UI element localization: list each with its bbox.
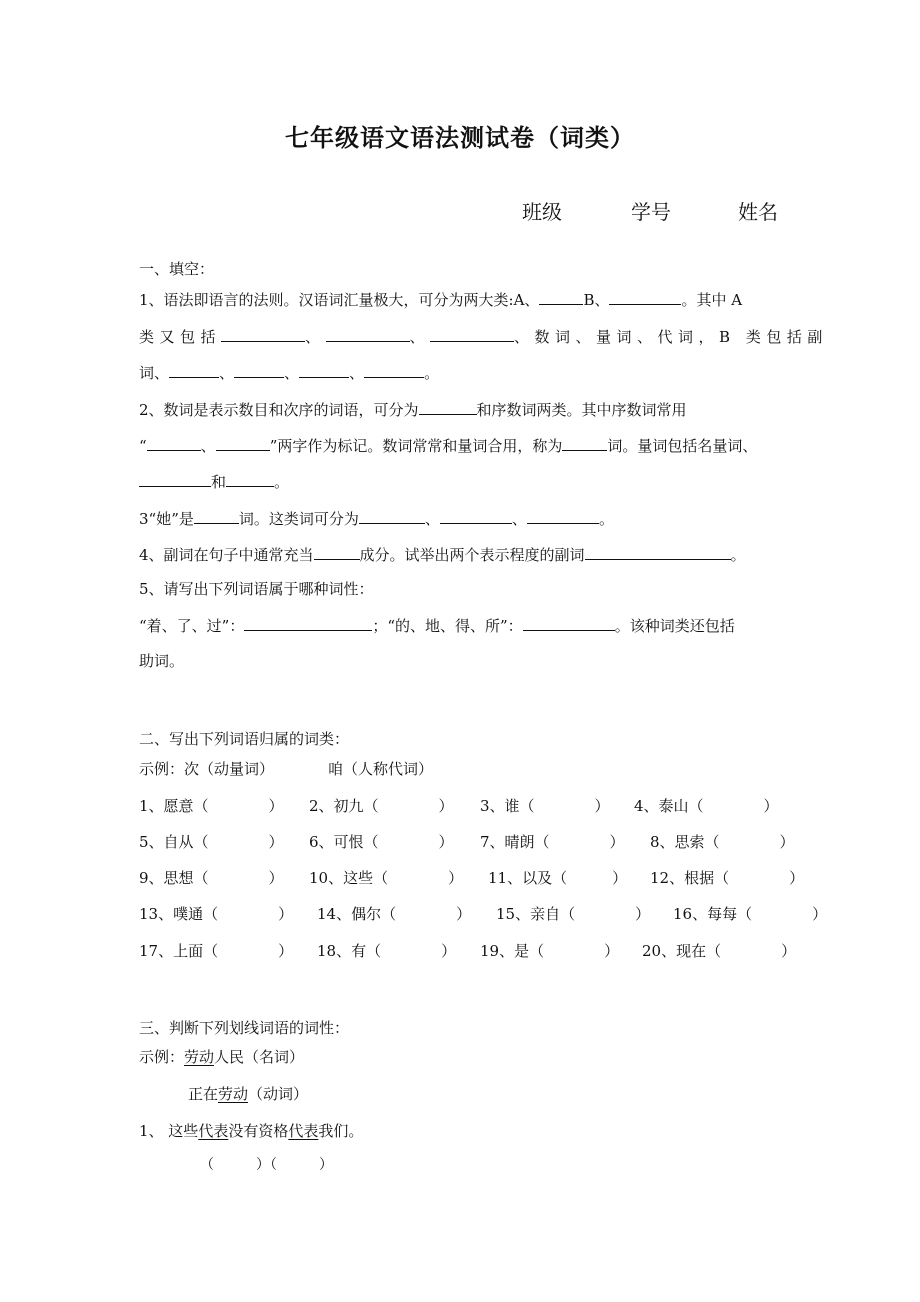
blank xyxy=(326,326,410,342)
blank xyxy=(216,435,270,451)
text: “ xyxy=(139,437,147,455)
question-3 xyxy=(139,508,614,529)
question-4 xyxy=(139,544,746,565)
blank xyxy=(539,289,583,305)
text: 。 xyxy=(730,546,746,564)
text: 类又包括 xyxy=(139,328,222,346)
word-item: 2、初九（ ） xyxy=(309,797,454,815)
section2-heading: 二、写出下列词语归属的词类： xyxy=(139,730,350,748)
blank xyxy=(314,544,360,560)
blank xyxy=(364,362,424,378)
text: 、 xyxy=(349,364,365,382)
blank xyxy=(527,508,599,524)
text: 我们。 xyxy=(318,1122,364,1140)
blank xyxy=(226,471,274,487)
text: 、 xyxy=(409,328,431,346)
question-5-line3: 助词。 xyxy=(139,652,185,670)
word-item: 16、每每（ ） xyxy=(673,905,828,923)
text: （动词） xyxy=(248,1085,309,1103)
word-item: 5、自从（ ） xyxy=(139,833,284,851)
text: 1、语法即语言的法则。汉语词汇量极大，可分为两大类:A、 xyxy=(139,291,540,309)
name-label: 姓名 xyxy=(738,200,778,224)
question-1-line2 xyxy=(139,326,828,347)
text: “着、了、过”： xyxy=(139,617,245,635)
word-item: 3、谁（ ） xyxy=(480,797,610,815)
text: 、 xyxy=(284,364,300,382)
word-item: 1、愿意（ ） xyxy=(139,797,284,815)
blank xyxy=(139,471,211,487)
text: 1、 这些 xyxy=(139,1122,199,1140)
text: ”两字作为标记。数词常常和量词合用，称为 xyxy=(269,437,563,455)
text: 。 xyxy=(274,473,290,491)
underlined-word: 代表 xyxy=(288,1122,319,1140)
blank xyxy=(523,615,615,631)
blank xyxy=(562,435,607,451)
text: 示例： xyxy=(139,1048,185,1066)
text: 。其中 A xyxy=(681,291,743,309)
page-title: 七年级语文语法测试卷（词类） xyxy=(285,123,635,152)
word-item: 7、晴朗（ ） xyxy=(480,833,625,851)
word-item: 6、可恨（ ） xyxy=(309,833,454,851)
text: 词、 xyxy=(139,364,170,382)
blank xyxy=(419,399,477,415)
question-2-line2 xyxy=(139,435,757,456)
question-5: 5、请写出下列词语属于哪种词性： xyxy=(139,580,374,598)
blank xyxy=(609,289,681,305)
word-item: 20、现在（ ） xyxy=(642,942,797,960)
text: 人民（名词） xyxy=(214,1048,305,1066)
text: 词。这类词可分为 xyxy=(238,510,359,528)
word-item: 17、上面（ ） xyxy=(139,942,294,960)
text: 、 xyxy=(305,328,326,346)
section3-question-1 xyxy=(139,1121,363,1141)
word-item: 8、思索（ ） xyxy=(650,833,795,851)
blank xyxy=(244,615,372,631)
blank xyxy=(194,508,239,524)
section3-example-1 xyxy=(139,1047,304,1067)
question-2-line1 xyxy=(139,399,687,420)
word-item: 11、以及（ ） xyxy=(488,869,628,887)
underlined-word: 劳动 xyxy=(218,1085,249,1103)
class-label: 班级 xyxy=(522,200,562,224)
text: 和序数词两类。其中序数词常用 xyxy=(476,401,687,419)
text: 正在 xyxy=(188,1085,219,1103)
word-item: 4、泰山（ ） xyxy=(634,797,779,815)
underlined-word: 代表 xyxy=(198,1122,229,1140)
blank xyxy=(147,435,201,451)
blank xyxy=(299,362,349,378)
blank xyxy=(234,362,284,378)
text: 、 xyxy=(219,364,235,382)
text: 、数词、量词、代词，B 类包括副 xyxy=(514,328,828,346)
text: 3“她”是 xyxy=(139,510,194,528)
word-item: 12、根据（ ） xyxy=(650,869,805,887)
text: 成分。试举出两个表示程度的副词 xyxy=(359,546,585,564)
word-item: 13、噗通（ ） xyxy=(139,905,294,923)
word-item: 14、偶尔（ ） xyxy=(317,905,472,923)
question-1-line1 xyxy=(139,289,742,310)
blank xyxy=(585,544,731,560)
section2-example xyxy=(139,759,433,779)
underlined-word: 劳动 xyxy=(184,1048,215,1066)
student-id-label: 学号 xyxy=(631,200,671,224)
question-5-line2 xyxy=(139,615,735,636)
text: 2、数词是表示数目和次序的词语，可分为 xyxy=(139,401,419,419)
blank xyxy=(430,326,514,342)
word-item: 18、有（ ） xyxy=(317,942,457,960)
text: ；“的、地、得、所”： xyxy=(372,617,523,635)
section3-answer-parens: （ ）（ ） xyxy=(200,1157,333,1173)
text: 、 xyxy=(200,437,216,455)
word-item: 19、是（ ） xyxy=(480,942,620,960)
text: 。 xyxy=(424,364,440,382)
word-item: 9、思想（ ） xyxy=(139,869,284,887)
example-2: 咱（人称代词） xyxy=(328,760,434,778)
section3-example-2 xyxy=(188,1084,308,1104)
text: 、 xyxy=(511,510,527,528)
section3-heading: 三、判断下列划线词语的词性： xyxy=(139,1019,350,1037)
example-1: 示例：次（动量词） xyxy=(139,760,275,778)
text: 、 xyxy=(424,510,440,528)
text: 4、副词在句子中通常充当 xyxy=(139,546,314,564)
section1-heading: 一、填空： xyxy=(139,260,215,278)
blank xyxy=(440,508,512,524)
blank xyxy=(359,508,425,524)
text: 词。量词包括名量词、 xyxy=(607,437,758,455)
text: B、 xyxy=(583,291,610,309)
text: 没有资格 xyxy=(228,1122,289,1140)
question-2-line3 xyxy=(139,471,289,492)
blank xyxy=(169,362,219,378)
question-1-line3 xyxy=(139,362,439,383)
word-item: 10、这些（ ） xyxy=(309,869,464,887)
text: 。该种词类还包括 xyxy=(614,617,735,635)
text: 。 xyxy=(598,510,614,528)
text: 和 xyxy=(211,473,227,491)
blank xyxy=(221,326,305,342)
word-item: 15、亲自（ ） xyxy=(496,905,651,923)
